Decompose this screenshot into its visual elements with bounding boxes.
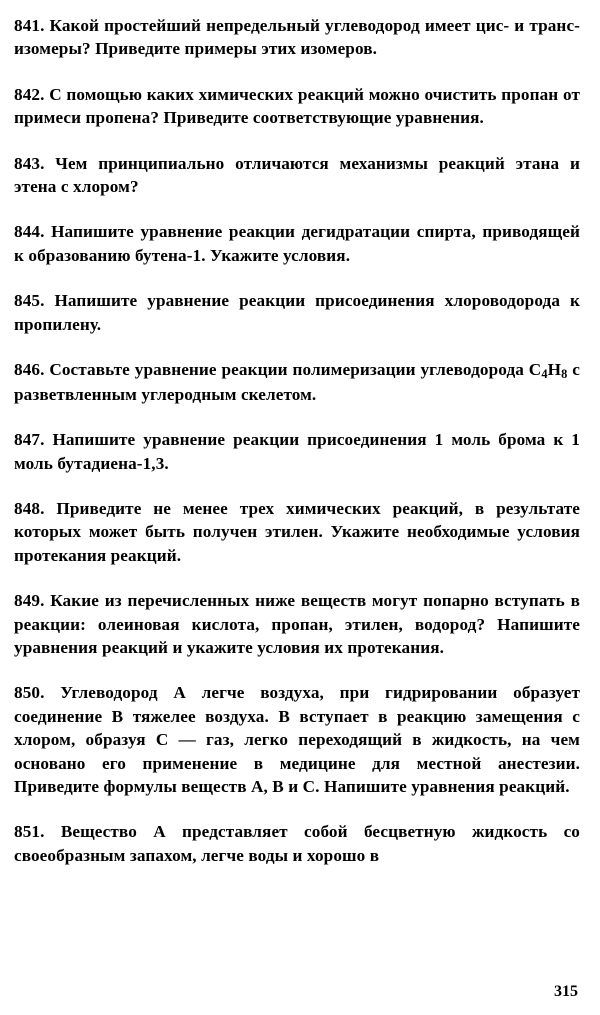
question-text: Чем принципиально отличаются механизмы реакций этана и этена с хлором?	[14, 153, 580, 196]
question-item	[14, 289, 580, 336]
question-item	[14, 152, 580, 199]
question-item	[14, 820, 580, 867]
question-number: 845.	[14, 291, 45, 311]
question-item	[14, 358, 580, 406]
question-number: 848.	[14, 499, 45, 519]
question-text: Какие из перечисленных ниже веществ могут попарно вступать в реакции: олеиновая кислота, пропан, этилен, водород? Напишите уравнения реакций и укажите условия их протекания.	[14, 591, 580, 657]
question-item	[14, 14, 580, 61]
question-item	[14, 589, 580, 659]
question-text: Приведите не менее трех химических реакций, в результате которых может быть получен этилен. Укажите необходимые условия протекания реакций.	[14, 499, 580, 565]
question-number: 844.	[14, 222, 45, 242]
question-text: Вещество А представляет собой бесцветную жидкость со своеобразным запахом, легче воды и хорошо в	[14, 822, 581, 865]
question-number: 846.	[14, 359, 45, 379]
question-text: Углеводород А легче воздуха, при гидрировании образует соединение В тяжелее воздуха. В вступает в реакцию замещения с хлором, образуя С — газ, легко переходящий в жидкость, на чем основано его применение в медицине для местной анестезии. Приведите формулы веществ А, В и С. Напишите уравнения реакций.	[14, 683, 580, 796]
question-number: 843.	[14, 153, 45, 173]
question-item	[14, 83, 580, 130]
question-item	[14, 428, 580, 475]
question-item	[14, 497, 580, 567]
question-number: 842.	[14, 84, 45, 104]
question-text: Напишите уравнение реакции дегидратации спирта, приводящей к образованию бутена-1. Укажите условия.	[14, 222, 580, 265]
question-number: 850.	[14, 683, 45, 703]
page-number: 315	[554, 983, 578, 1000]
question-number: 851.	[14, 822, 45, 842]
question-text: С помощью каких химических реакций можно очистить пропан от примеси пропена? Приведите соответствующие уравнения.	[14, 84, 581, 128]
question-number: 841.	[14, 16, 45, 35]
question-text: Какой простейший непредельный углеводород имеет цис- и транс-изомеры? Приведите примеры этих изомеров.	[14, 16, 580, 59]
question-number: 847.	[14, 430, 45, 450]
question-text: Напишите уравнение реакции присоединения хлороводорода к пропилену.	[14, 291, 580, 334]
question-number: 849.	[14, 591, 45, 611]
question-item	[14, 220, 580, 267]
question-text: Напишите уравнение реакции присоединения 1 моль брома к 1 моль бутадиена-1,3.	[14, 430, 580, 473]
question-text-with-formula: Составьте уравнение реакции полимеризации углеводорода $C_4H_8$ с разветвленным углеродным скелетом.	[14, 359, 580, 404]
question-item	[14, 681, 580, 798]
